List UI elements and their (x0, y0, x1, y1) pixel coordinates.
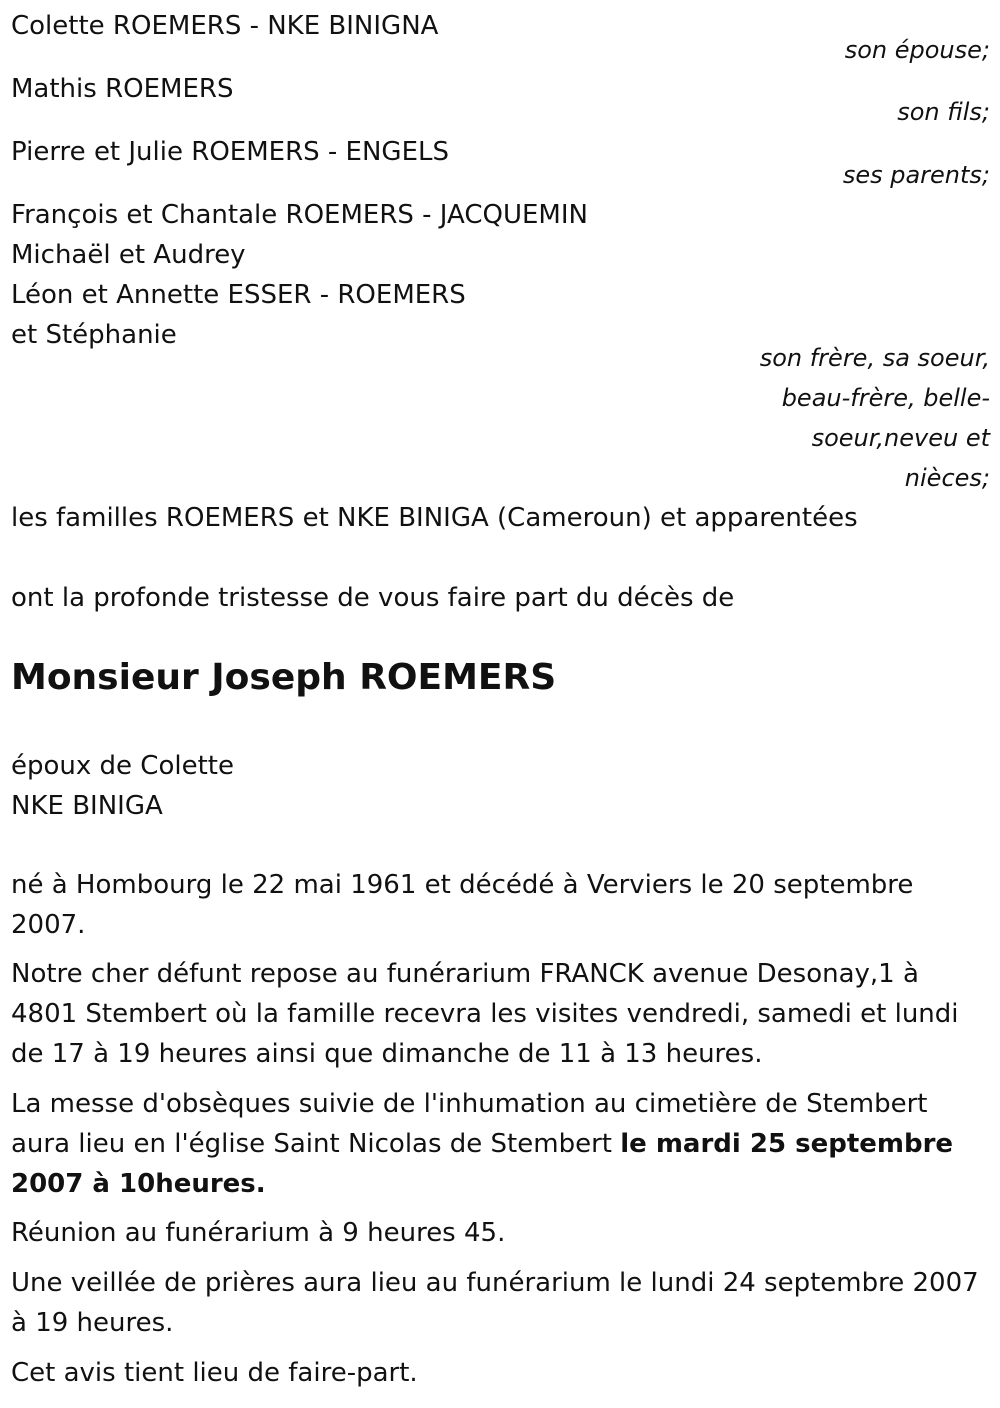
parents-name-text: Pierre et Julie ROEMERS - ENGELS (11, 137, 449, 167)
vigil-paragraph: Une veillée de prières aura lieu au funérarium le lundi 24 septembre 2007 à 19 heures. (11, 1268, 979, 1338)
siblings-role-line: soeur,neveu et (811, 424, 990, 452)
siblings-names (11, 195, 991, 355)
siblings-role-line: nièces; (904, 464, 990, 492)
funeral-date: le mardi 25 septembre 2007 à 10heures. (11, 1129, 954, 1199)
funeral-paragraph (11, 1084, 986, 1204)
sibling-line: Michaël et Audrey (11, 240, 246, 270)
parents-role: ses parents; (842, 161, 990, 189)
spouse-role: son épouse; (844, 36, 990, 64)
siblings-role-line: beau-frère, belle- (781, 384, 990, 412)
families-text: les familles ROEMERS et NKE BINIGA (Cameroun) et apparentées (11, 503, 858, 533)
son-role: son fils; (897, 98, 990, 126)
son-name (11, 69, 991, 109)
birth-death-paragraph: né à Hombourg le 22 mai 1961 et décédé à Verviers le 20 septembre 2007. (11, 870, 914, 940)
siblings-role (760, 338, 990, 498)
spouse-of-line: époux de Colette (11, 751, 234, 781)
sibling-line: Léon et Annette ESSER - ROEMERS (11, 280, 466, 310)
sibling-line: François et Chantale ROEMERS - JACQUEMIN (11, 200, 588, 230)
announcement-intro (11, 578, 991, 618)
closing-paragraph: Cet avis tient lieu de faire-part. (11, 1358, 418, 1388)
spouse-of-line: NKE BINIGA (11, 791, 163, 821)
spouse-name-text: Colette ROEMERS - NKE BINIGNA (11, 11, 439, 41)
spouse-of (11, 746, 991, 826)
intro-text: ont la profonde tristesse de vous faire part du décès de (11, 583, 735, 613)
meeting-paragraph: Réunion au funérarium à 9 heures 45. (11, 1218, 506, 1248)
son-name-text: Mathis ROEMERS (11, 74, 234, 104)
deceased-name: Monsieur Joseph ROEMERS (11, 657, 557, 698)
visits-paragraph: Notre cher défunt repose au funérarium FRANCK avenue Desonay,1 à 4801 Stembert où la famille recevra les visites vendredi, samedi et lundi de 17 à 19 heures ainsi que dimanche de 11 à 13 heures. (11, 959, 959, 1069)
funeral-text: La messe d'obsèques suivie de l'inhumation au cimetière de Stembert aura lieu en l'église Saint Nicolas de Stembert (11, 1089, 928, 1159)
sibling-line: et Stéphanie (11, 320, 177, 350)
families-line (11, 498, 991, 538)
siblings-role-line: son frère, sa soeur, (759, 344, 990, 372)
